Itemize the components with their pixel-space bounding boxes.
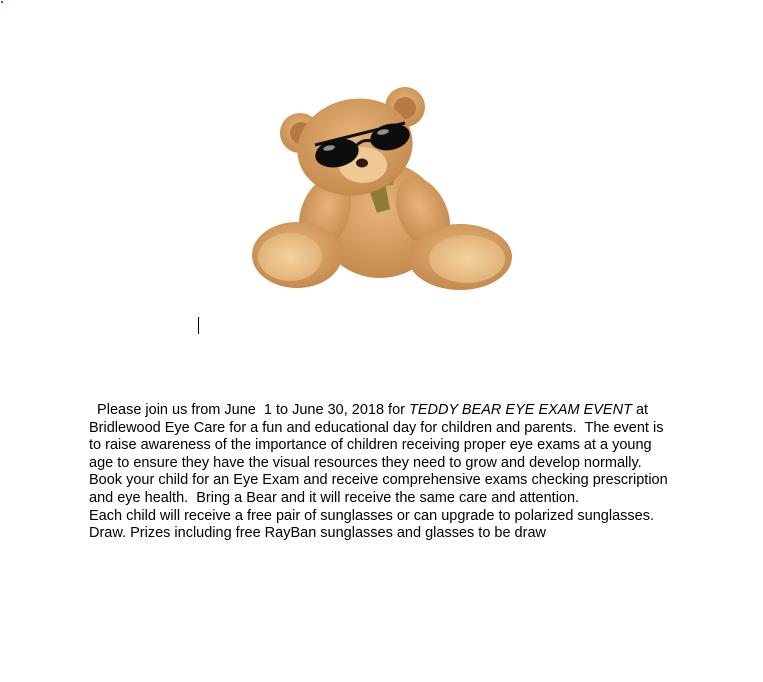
teddy-bear-image <box>245 85 520 300</box>
teddy-bear-icon <box>245 85 520 300</box>
paragraph-event-intro <box>89 402 669 472</box>
document-body <box>89 402 669 543</box>
paragraph-booking: Book your child for an Eye Exam and receive comprehensive exams checking prescription and eye health. Bring a Bear and it will receive the same care and attention. <box>89 472 668 506</box>
intro-text: Please join us from June 1 to June 30, 2018 for <box>89 402 409 418</box>
paragraph-prizes: Each child will receive a free pair of sunglasses or can upgrade to polarized sunglasses. Draw. Prizes including free RayBan sunglasses and glasses to be draw <box>89 507 659 542</box>
event-name: TEDDY BEAR EYE EXAM EVENT <box>409 402 632 418</box>
text-cursor <box>198 317 199 334</box>
intro-rest: at Bridlewood Eye Care for a fun and educational day for children and parents. The event is to raise awareness of the importance of children receiving proper eye exams at a young age to ensure they have the visual resources they need to grow and develop normally. <box>89 402 664 471</box>
corner-marker <box>1 1 3 3</box>
